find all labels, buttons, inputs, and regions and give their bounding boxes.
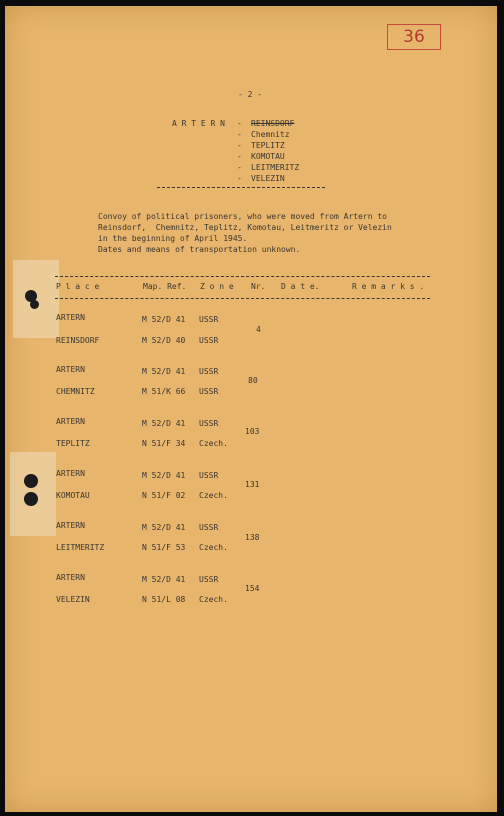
table-top-rule	[55, 276, 430, 277]
destination-dash: -	[237, 119, 242, 128]
punch-hole	[30, 300, 39, 309]
cell-nr: 154	[245, 584, 260, 593]
cell-zone: USSR	[199, 315, 219, 324]
cell-nr: 138	[245, 533, 260, 542]
description-line: Dates and means of transportation unknown.	[98, 245, 301, 254]
cell-zone: USSR	[199, 387, 219, 396]
cell-zone: Czech.	[199, 595, 228, 604]
cell-place: ARTERN	[56, 469, 85, 478]
punch-hole	[24, 492, 38, 506]
cell-place: KOMOTAU	[56, 491, 90, 500]
cell-place: ARTERN	[56, 365, 85, 374]
cell-map-ref: M 52/D 41	[142, 367, 186, 376]
cell-map-ref: N 51/F 34	[142, 439, 186, 448]
cell-map-ref: M 52/D 41	[142, 471, 186, 480]
destination-dash: -	[237, 174, 242, 183]
punch-hole	[24, 474, 38, 488]
title-underline	[157, 187, 325, 188]
header-date: D a t e.	[281, 282, 320, 291]
cell-zone: USSR	[199, 336, 219, 345]
destination-dash: -	[237, 163, 242, 172]
cell-zone: USSR	[199, 575, 219, 584]
cell-place: VELEZIN	[56, 595, 90, 604]
cell-place: LEITMERITZ	[56, 543, 105, 552]
header-nr: Nr.	[251, 282, 266, 291]
cell-place: ARTERN	[56, 573, 85, 582]
destination-dash: -	[237, 152, 242, 161]
cell-map-ref: M 52/D 41	[142, 523, 186, 532]
cell-map-ref: N 51/L 08	[142, 595, 186, 604]
cell-zone: Czech.	[199, 439, 228, 448]
cell-map-ref: N 51/F 53	[142, 543, 186, 552]
cell-nr: 103	[245, 427, 260, 436]
page-number: - 2 -	[238, 90, 263, 99]
table-header-rule	[55, 298, 430, 299]
description-line: Reinsdorf, Chemnitz, Teplitz, Komotau, Leitmeritz or Velezin	[98, 223, 392, 232]
description-line: Convoy of political prisoners, who were moved from Artern to	[98, 212, 387, 221]
cell-map-ref: M 52/D 40	[142, 336, 186, 345]
destination-dash: -	[237, 141, 242, 150]
cell-map-ref: M 52/D 41	[142, 315, 186, 324]
header-map-ref: Map. Ref.	[143, 282, 187, 291]
cell-zone: USSR	[199, 419, 219, 428]
cell-nr: 4	[256, 325, 261, 334]
destination-name: KOMOTAU	[251, 152, 285, 161]
header-zone: Z o n e	[200, 282, 234, 291]
title-origin: A R T E R N	[172, 119, 225, 128]
header-place: P l a c e	[56, 282, 100, 291]
cell-nr: 80	[248, 376, 258, 385]
cell-map-ref: M 51/K 66	[142, 387, 186, 396]
page-stamp: 36	[387, 24, 441, 50]
cell-zone: USSR	[199, 367, 219, 376]
cell-map-ref: N 51/F 02	[142, 491, 186, 500]
destination-name: VELEZIN	[251, 174, 285, 183]
cell-place: CHEMNITZ	[56, 387, 95, 396]
cell-zone: Czech.	[199, 491, 228, 500]
destination-name: Chemnitz	[251, 130, 290, 139]
cell-place: ARTERN	[56, 417, 85, 426]
cell-map-ref: M 52/D 41	[142, 575, 186, 584]
table-header	[5, 282, 497, 294]
cell-map-ref: M 52/D 41	[142, 419, 186, 428]
punch-hole-patch	[10, 452, 56, 536]
document-page	[5, 6, 497, 812]
cell-zone: USSR	[199, 523, 219, 532]
cell-nr: 131	[245, 480, 260, 489]
cell-place: TEPLITZ	[56, 439, 90, 448]
destination-name: TEPLITZ	[251, 141, 285, 150]
cell-zone: Czech.	[199, 543, 228, 552]
cell-place: REINSDORF	[56, 336, 100, 345]
destination-name: REINSDORF	[251, 119, 295, 128]
destination-dash: -	[237, 130, 242, 139]
description-line: in the beginning of April 1945.	[98, 234, 248, 243]
cell-zone: USSR	[199, 471, 219, 480]
destination-name: LEITMERITZ	[251, 163, 300, 172]
header-remarks: R e m a r k s .	[352, 282, 425, 291]
cell-place: ARTERN	[56, 313, 85, 322]
cell-place: ARTERN	[56, 521, 85, 530]
